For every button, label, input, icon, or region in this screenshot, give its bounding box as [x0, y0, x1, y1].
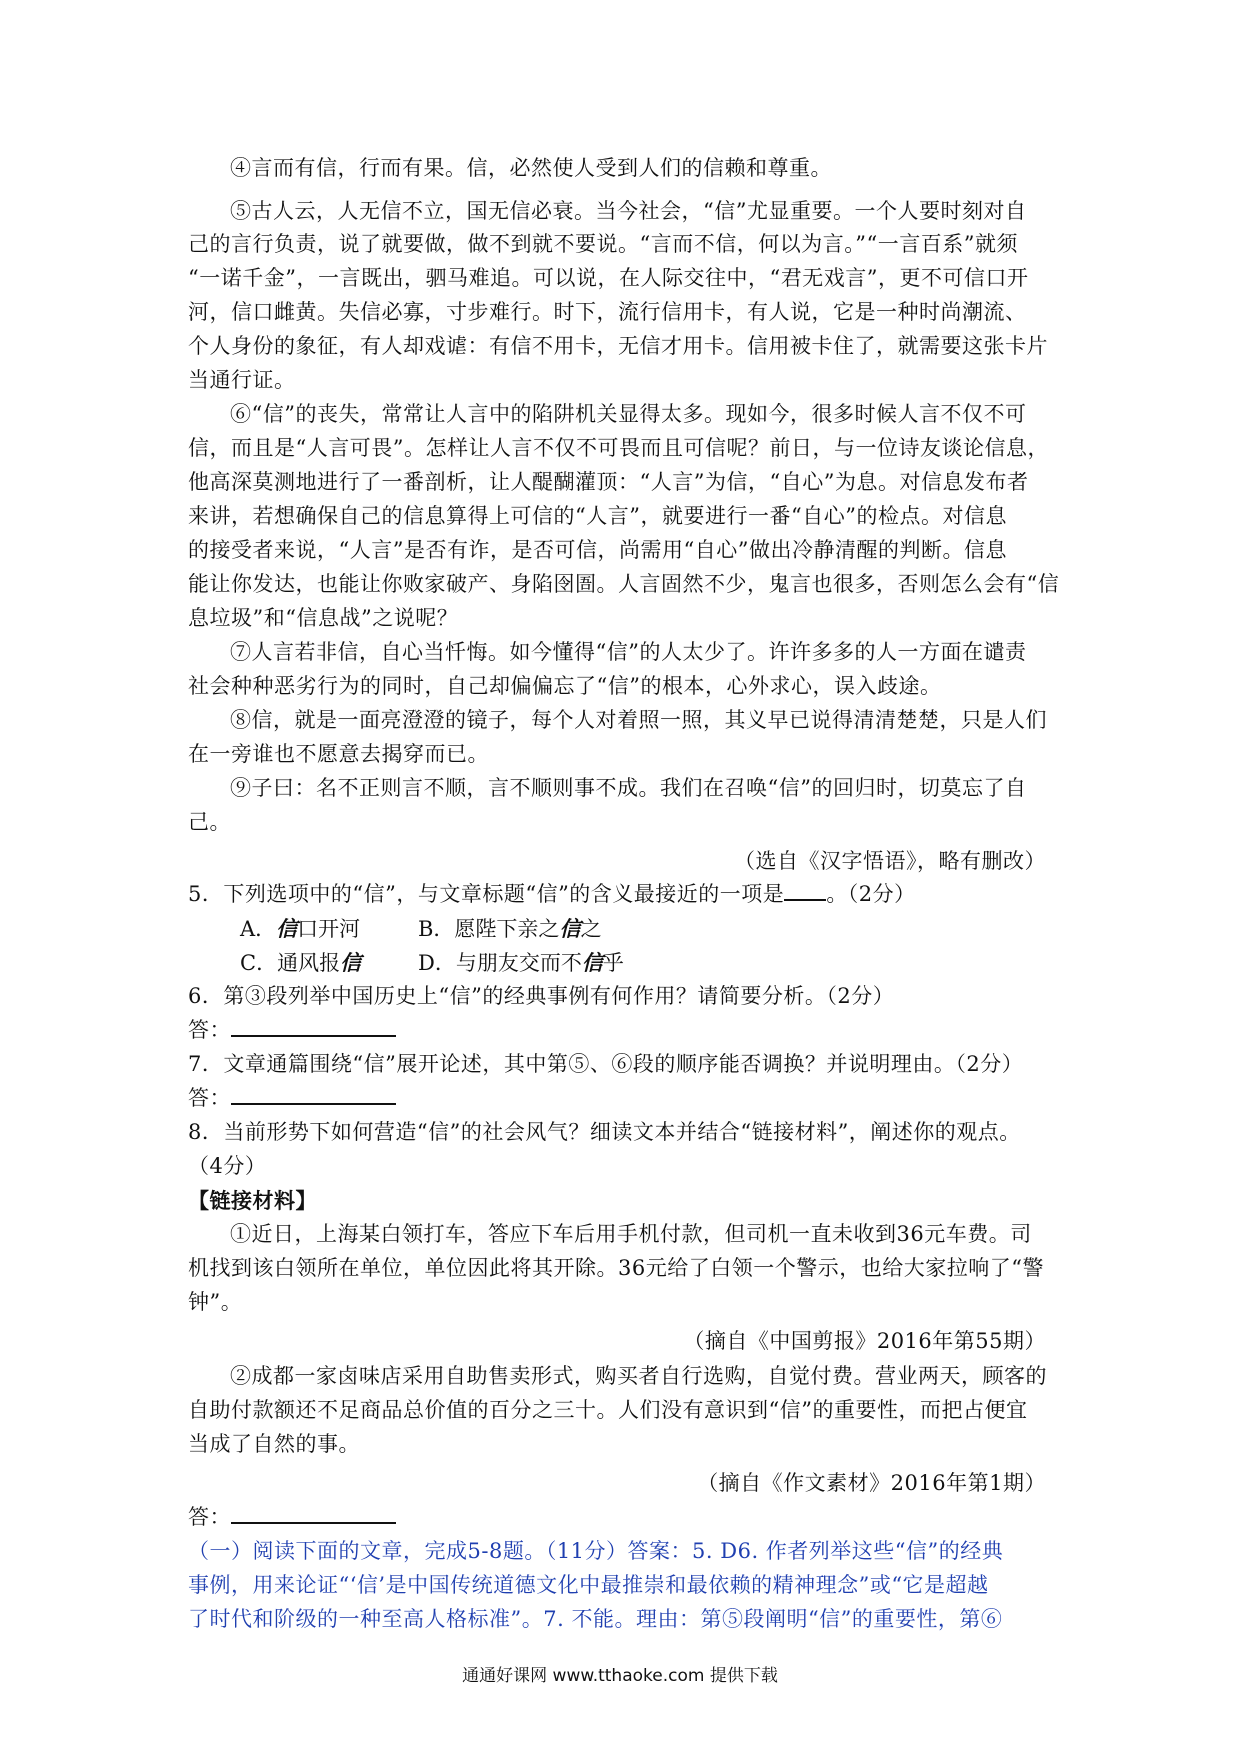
- option-c[interactable]: [240, 946, 361, 980]
- question-5-points: 。（2分）: [826, 882, 916, 906]
- question-8-line-1: 8．当前形势下如何营造“信”的社会风气？细读文本并结合“链接材料”，阐述你的观点。: [188, 1120, 1021, 1144]
- question-5-blank[interactable]: [784, 881, 826, 901]
- answer-label: 答：: [188, 1018, 231, 1042]
- paragraph-8-line-1: ⑧信，就是一面亮澄澄的镜子，每个人对着照一照，其义早已说得清清楚楚，只是人们: [230, 708, 1047, 732]
- paragraph-5-line-5: 个人身份的象征，有人却戏谑：有信不用卡，无信才用卡。信用被卡住了，就需要这张卡片: [188, 334, 1048, 358]
- material-2-line-2: 自助付款额还不足商品总价值的百分之三十。人们没有意识到“信”的重要性，而把占便宜: [188, 1398, 1028, 1422]
- option-d-label: D．与朋友交而不: [418, 951, 582, 975]
- paragraph-7-line-2: 社会种种恶劣行为的同时，自己却偏偏忘了“信”的根本，心外求心，误入歧途。: [188, 674, 942, 698]
- paragraph-6-line-7: 息垃圾”和“信息战”之说呢？: [188, 606, 459, 630]
- answer-key-line-3: 了时代和阶级的一种至高人格标准”。7. 不能。理由：第⑤段阐明“信”的重要性，第⑥: [188, 1607, 1003, 1631]
- answer-blank[interactable]: [231, 1083, 396, 1105]
- paragraph-5-line-4: 河，信口雌黄。失信必寡，寸步难行。时下，流行信用卡，有人说，它是一种时尚潮流、: [188, 300, 1027, 324]
- question-6-answer: [188, 1014, 1058, 1047]
- article-source: （选自《汉字悟语》，略有删改）: [734, 849, 1046, 873]
- option-b[interactable]: [418, 912, 601, 946]
- option-a-label: A．: [240, 917, 277, 941]
- material-2-line-3: 当成了自然的事。: [188, 1432, 360, 1456]
- paragraph-5-line-6: 当通行证。: [188, 368, 296, 392]
- question-7: 7．文章通篇围绕“信”展开论述，其中第⑤、⑥段的顺序能否调换？并说明理由。（2分）: [188, 1052, 1024, 1076]
- paragraph-5-line-1: ⑤古人云，人无信不立，国无信必衰。当今社会，“信”尤显重要。一个人要时刻对自: [230, 199, 1027, 223]
- paragraph-5-line-2: 己的言行负责，说了就要做，做不到就不要说。“言而不信，何以为言。”“一言百系”就须: [188, 232, 1018, 256]
- paragraph-6-line-1: ⑥“信”的丧失，常常让人言中的陷阱机关显得太多。现如今，很多时候人言不仅不可: [230, 402, 1027, 426]
- option-b-emphasis: 信: [559, 916, 581, 941]
- option-c-emphasis: 信: [340, 950, 362, 975]
- option-c-label: C．通风报: [240, 951, 341, 975]
- option-d-text: 乎: [602, 951, 624, 975]
- question-5: [188, 878, 1058, 911]
- answer-label: 答：: [188, 1086, 231, 1110]
- paragraph-7-line-1: ⑦人言若非信，自心当忏悔。如今懂得“信”的人太少了。许许多多的人一方面在谴责: [230, 640, 1027, 664]
- paragraph-4-line-1: ④言而有信，行而有果。信，必然使人受到人们的信赖和尊重。: [230, 156, 832, 180]
- option-b-label: B．愿陛下亲之: [418, 917, 560, 941]
- paragraph-6-line-4: 来讲，若想确保自己的信息算得上可信的“人言”，就要进行一番“自心”的检点。对信息: [188, 504, 1007, 528]
- option-b-text: 之: [580, 917, 602, 941]
- answer-blank[interactable]: [231, 1502, 396, 1524]
- question-6: 6．第③段列举中国历史上“信”的经典事例有何作用？请简要分析。（2分）: [188, 984, 895, 1008]
- material-2-line-1: ②成都一家卤味店采用自助售卖形式，购买者自行选购，自觉付费。营业两天，顾客的: [230, 1364, 1047, 1388]
- question-8-line-2: （4分）: [188, 1154, 267, 1178]
- paragraph-8-line-2: 在一旁谁也不愿意去揭穿而已。: [188, 742, 489, 766]
- question-7-answer: [188, 1082, 1058, 1115]
- question-8-answer: [188, 1501, 1058, 1534]
- paragraph-6-line-2: 信，而且是“人言可畏”。怎样让人言不仅不可畏而且可信呢？前日，与一位诗友谈论信息，: [188, 436, 1049, 460]
- paragraph-6-line-3: 他高深莫测地进行了一番剖析，让人醍醐灌顶：“人言”为信，“自心”为息。对信息发布者: [188, 470, 1029, 494]
- answer-label: 答：: [188, 1505, 231, 1529]
- material-1-line-3: 钟”。: [188, 1290, 243, 1314]
- paragraph-6-line-6: 能让你发达，也能让你败家破产、身陷囹圄。人言固然不少，鬼言也很多，否则怎么会有“信: [188, 572, 1060, 596]
- paragraph-5-line-3: “一诺千金”，一言既出，驷马难追。可以说，在人际交往中，“君无戏言”，更不可信口开: [188, 266, 1029, 290]
- material-1-line-1: ①近日，上海某白领打车，答应下车后用手机付款，但司机一直未收到36元车费。司: [230, 1222, 1032, 1246]
- material-2-source: （摘自《作文素材》2016年第1期）: [697, 1471, 1046, 1495]
- answer-key-line-2: 事例，用来论证“‘信’是中国传统道德文化中最推崇和最依赖的精神理念”或“它是超越: [188, 1573, 989, 1597]
- answer-blank[interactable]: [231, 1015, 396, 1037]
- material-1-source: （摘自《中国剪报》2016年第55期）: [683, 1329, 1046, 1353]
- paragraph-9-line-2: 己。: [188, 810, 231, 834]
- page-footer: 通通好课网 www.tthaoke.com 提供下载: [462, 1666, 778, 1686]
- paragraph-9-line-1: ⑨子曰：名不正则言不顺，言不顺则事不成。我们在召唤“信”的回归时，切莫忘了自: [230, 776, 1027, 800]
- option-a-emphasis: 信: [276, 916, 298, 941]
- paragraph-6-line-5: 的接受者来说，“人言”是否有诈，是否可信，尚需用“自心”做出冷静清醒的判断。信息: [188, 538, 1007, 562]
- material-1-line-2: 机找到该白领所在单位，单位因此将其开除。36元给了白领一个警示，也给大家拉响了“警: [188, 1256, 1044, 1280]
- answer-key-line-1: （一）阅读下面的文章，完成5-8题。（11分）答案：5. D6. 作者列举这些“信”的经典: [188, 1539, 1004, 1563]
- question-5-text: 5．下列选项中的“信”，与文章标题“信”的含义最接近的一项是: [188, 882, 785, 906]
- material-title: 【链接材料】: [188, 1188, 317, 1213]
- option-d-emphasis: 信: [581, 950, 603, 975]
- option-a-text: 口开河: [297, 917, 361, 941]
- option-a[interactable]: [240, 912, 360, 946]
- option-d[interactable]: [418, 946, 624, 980]
